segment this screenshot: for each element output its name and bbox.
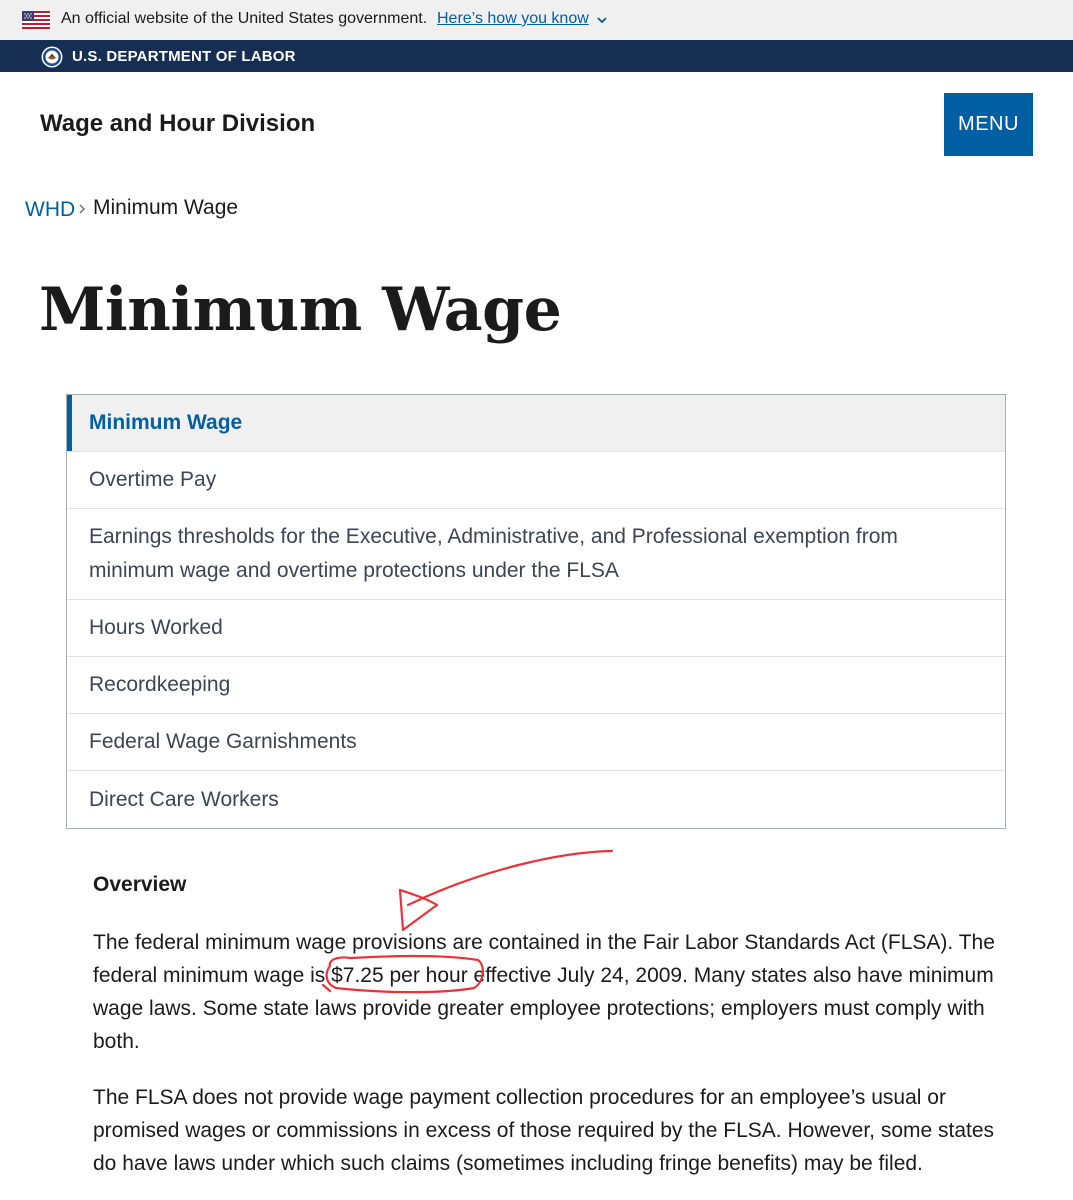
gov-banner-text: An official website of the United States government. xyxy=(61,10,428,27)
sidenav-item-hours-worked[interactable] xyxy=(67,600,1005,657)
sidenav-item-label: Overtime Pay xyxy=(89,468,217,491)
site-title[interactable]: Wage and Hour Division xyxy=(40,110,316,137)
menu-button[interactable]: MENU xyxy=(944,93,1033,156)
sidenav-item-overtime-pay[interactable] xyxy=(67,452,1005,509)
page-title: Minimum Wage xyxy=(39,275,562,345)
official-gov-banner xyxy=(0,0,1073,40)
sidenav-item-minimum-wage[interactable] xyxy=(67,395,1005,452)
chevron-right-icon xyxy=(77,202,87,216)
sidenav-item-label: Minimum Wage xyxy=(89,411,243,434)
chevron-down-icon[interactable] xyxy=(596,14,608,26)
side-navigation xyxy=(66,394,1006,829)
sidenav-item-label: Federal Wage Garnishments xyxy=(89,730,357,753)
sidenav-item-federal-wage-garnishments[interactable] xyxy=(67,714,1005,771)
sidenav-item-earnings-thresholds[interactable] xyxy=(67,509,1005,600)
dol-seal-icon[interactable] xyxy=(41,46,63,68)
overview-paragraph-1: The federal minimum wage provisions are contained in the Fair Labor Standards Act (FLSA). The federal minimum wage is $7.25 per hour effective July 24, 2009. Many states also have minimum wage laws. Some state laws provide greater employee protections; employers must comply with both. xyxy=(93,931,995,1053)
breadcrumb-whd-link[interactable]: WHD xyxy=(25,198,76,221)
department-name[interactable]: U.S. DEPARTMENT OF LABOR xyxy=(72,48,296,65)
sidenav-item-label: Direct Care Workers xyxy=(89,787,279,811)
sidenav-item-label: Earnings thresholds for the Executive, Administrative, and Professional exemption from minimum wage and overtime protections under the FLSA xyxy=(89,525,898,582)
sidenav-item-recordkeeping[interactable] xyxy=(67,657,1005,714)
sidenav-item-label: Recordkeeping xyxy=(89,673,231,696)
breadcrumb-current: Minimum Wage xyxy=(93,196,239,219)
sidenav-item-direct-care-workers[interactable] xyxy=(67,771,1005,828)
department-bar xyxy=(0,40,1073,72)
us-flag-icon xyxy=(22,11,50,29)
sidenav-item-label: Hours Worked xyxy=(89,616,223,639)
overview-paragraph-2: The FLSA does not provide wage payment collection procedures for an employee’s usual or promised wages or commissions in excess of those required by the FLSA. However, some states do have laws under which such claims (sometimes including fringe benefits) may be filed. xyxy=(93,1086,995,1175)
heres-how-you-know-link[interactable]: Here’s how you know xyxy=(437,10,589,27)
overview-heading: Overview xyxy=(93,873,187,896)
